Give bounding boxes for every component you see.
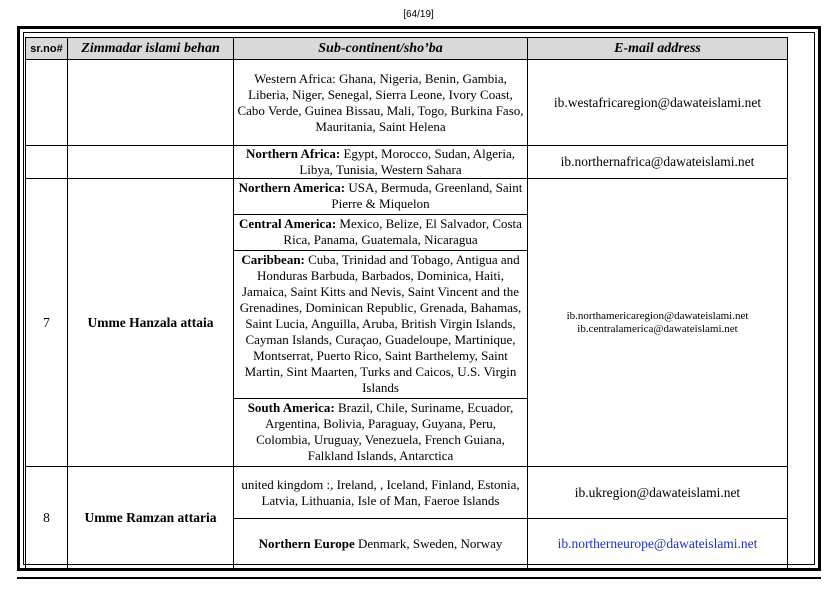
bottom-rule (17, 577, 821, 579)
region-text: Western Africa: Ghana, Nigeria, Benin, Gambia, Liberia, Niger, Senegal, Sierra Leone, Ivory Coast, Cabo Verde, Guinea Bissau, Mali, Togo, Burkina Faso, Mauritania, Saint Helena (237, 70, 524, 134)
table-row (26, 146, 788, 179)
email-cell (528, 146, 788, 179)
region-label: Caribbean: (241, 252, 305, 267)
email-address[interactable]: ib.northamericaregion@dawateislami.net (566, 309, 749, 322)
region-text: Cuba, Trinidad and Tobago, Antigua and Honduras Barbuda, Barbados, Dominica, Haiti, Jamaica, Saint Kitts and Nevis, Saint Vincent and the Grenadines, Dominican Republic, Grenada, Bahamas, Saint Lucia, Anguilla, Aruba, British Virgin Islands, Cayman Islands, Curaçao, Guadeloupe, Martinique, Montserrat, Puerto Rico, Saint Barthelemy, Saint Martin, Sint Maarten, Turks and Caicos, U.S. Virgin Islands (239, 252, 522, 395)
email-address[interactable]: ib.centralamerica@dawateislami.net (577, 322, 738, 335)
name-cell: Umme Hanzala attaia (68, 179, 234, 467)
region-cell (234, 146, 528, 179)
table-row (26, 179, 788, 467)
region-label: Northern Europe (258, 535, 355, 551)
name-cell (68, 146, 234, 179)
email-cell (528, 179, 788, 467)
region-text: Denmark, Sweden, Norway (354, 535, 503, 551)
name-cell: Umme Ramzan attaria (68, 467, 234, 569)
region-text: Egypt, Morocco, Sudan, Algeria, Libya, Tunisia, Western Sahara (299, 146, 515, 177)
email-cell (528, 467, 788, 519)
email-cell (528, 60, 788, 146)
name-cell (68, 60, 234, 146)
header-region: Sub-continent/sho’ba (234, 38, 528, 60)
region-block (234, 179, 527, 215)
email-address[interactable]: ib.northernafrica@dawateislami.net (560, 154, 755, 169)
header-email: E-mail address (528, 38, 788, 60)
region-cell (234, 60, 528, 146)
region-text: USA, Bermuda, Greenland, Saint Pierre & Miquelon (331, 180, 523, 211)
region-cell (234, 179, 528, 467)
region-text: Brazil, Chile, Suriname, Ecuador, Argentina, Bolivia, Paraguay, Guyana, Peru, Colombia, Uruguay, Venezuela, French Guiana, Falkland Islands, Antarctica (256, 400, 514, 463)
regions-table (25, 37, 788, 569)
region-label: Northern Africa: (246, 146, 341, 161)
region-block (234, 251, 527, 399)
sr-cell (26, 146, 68, 179)
header-row (26, 38, 788, 60)
region-text: united kingdom :, Ireland, , Iceland, Finland, Estonia, Latvia, Lithuania, Isle of Man, Faeroe Islands (241, 476, 520, 508)
region-block (234, 399, 527, 466)
region-cell (234, 519, 528, 569)
sr-cell: 7 (26, 179, 68, 467)
region-block (234, 215, 527, 251)
sr-cell (26, 60, 68, 146)
email-address[interactable]: ib.ukregion@dawateislami.net (574, 484, 741, 500)
email-link[interactable]: ib.northerneurope@dawateislami.net (557, 535, 758, 551)
table-row (26, 60, 788, 146)
region-label: Central America: (239, 216, 337, 231)
region-label: South America: (247, 400, 335, 415)
email-cell (528, 519, 788, 569)
region-text: Mexico, Belize, El Salvador, Costa Rica, Panama, Guatemala, Nicaragua (283, 216, 522, 247)
region-cell (234, 467, 528, 519)
page-number: [64/19] (403, 9, 434, 20)
email-address[interactable]: ib.westafricaregion@dawateislami.net (553, 94, 762, 110)
table-row (26, 467, 788, 519)
region-label: Northern America: (238, 180, 346, 195)
header-sr: sr.no# (26, 38, 68, 60)
header-name: Zimmadar islami behan (68, 38, 234, 60)
sr-cell: 8 (26, 467, 68, 569)
